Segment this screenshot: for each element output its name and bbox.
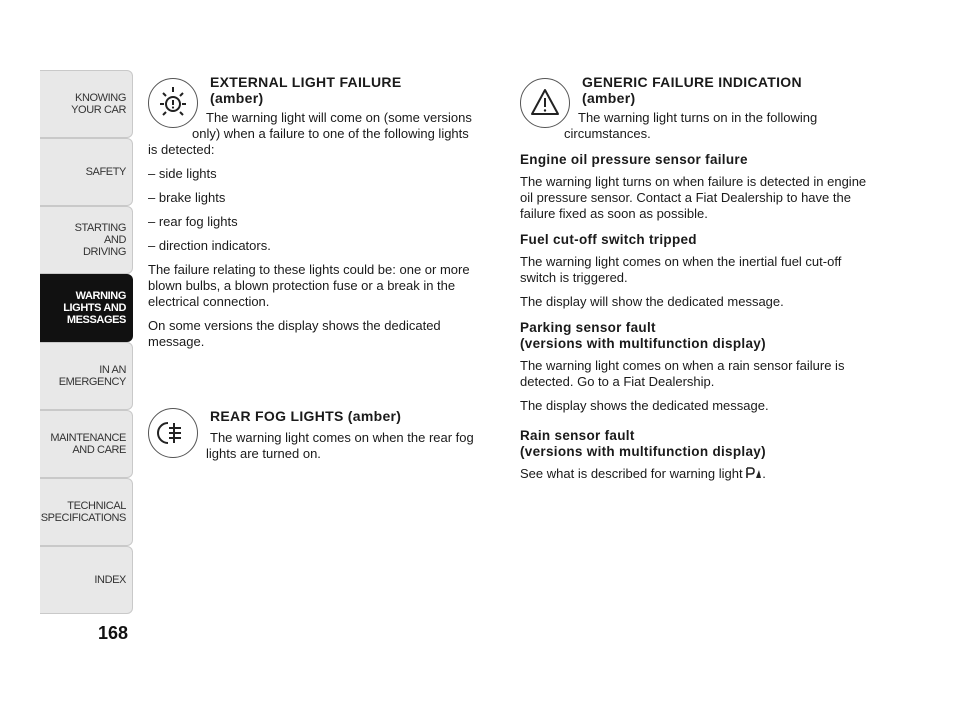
external-light-failure-title: EXTERNAL LIGHT FAILURE — [210, 74, 402, 90]
section-paragraph: The display shows the dedicated message. — [520, 398, 769, 413]
generic-intro: circumstances. — [564, 126, 651, 141]
generic-failure-title: GENERIC FAILURE INDICATION — [582, 74, 802, 90]
generic-intro: The warning light turns on in the following — [578, 110, 818, 125]
rain-sensor-section — [520, 428, 875, 482]
external-light-failure-subtitle: (amber) — [210, 90, 264, 106]
rear-fog-description: lights are turned on. — [206, 446, 321, 461]
tab-knowing-your-car[interactable]: KNOWING YOUR CAR — [40, 70, 133, 138]
fuel-cutoff-section — [520, 232, 875, 310]
period: . — [762, 466, 766, 481]
failure-description: The failure relating to these lights could be: one or more blown bulbs, a blown protection fuse or a break in the electrical connection. — [148, 262, 470, 309]
intro-line: is detected: — [148, 142, 215, 157]
list-item: – direction indicators. — [148, 238, 271, 253]
parking-sensor-section — [520, 320, 875, 414]
generic-failure-section — [520, 70, 875, 142]
rear-fog-light-icon — [148, 408, 198, 458]
tab-maintenance-and-care[interactable]: MAINTENANCE AND CARE — [40, 410, 133, 478]
rain-sensor-text: See what is described for warning light — [520, 466, 743, 481]
tab-safety[interactable]: SAFETY — [40, 138, 133, 206]
section-title: Rain sensor fault (versions with multifunction display) — [520, 428, 766, 459]
chapter-tabs — [40, 70, 133, 614]
rear-fog-lights-section — [148, 404, 493, 462]
tab-index[interactable]: INDEX — [40, 546, 133, 614]
engine-oil-section — [520, 152, 875, 222]
section-paragraph: The warning light comes on when the inertial fuel cut-off switch is triggered. — [520, 254, 842, 285]
page-number: 168 — [98, 623, 129, 643]
tab-in-an-emergency[interactable]: IN AN EMERGENCY — [40, 342, 133, 410]
rear-fog-description: The warning light comes on when the rear fog — [210, 430, 474, 445]
external-light-failure-icon — [148, 78, 198, 128]
intro-line: The warning light will come on (some versions — [206, 110, 472, 125]
warning-triangle-icon — [520, 78, 570, 128]
intro-line: only) when a failure to one of the following lights — [192, 126, 469, 141]
tab-starting-and-driving[interactable]: STARTING AND DRIVING — [40, 206, 133, 274]
section-paragraph: The display will show the dedicated message. — [520, 294, 784, 309]
list-item: – side lights — [148, 166, 217, 181]
display-note: On some versions the display shows the dedicated message. — [148, 318, 441, 349]
section-paragraph: The warning light comes on when a rain sensor failure is detected. Go to a Fiat Dealership. — [520, 358, 845, 389]
external-light-failure-section — [148, 70, 493, 350]
section-title: Engine oil pressure sensor failure — [520, 152, 748, 167]
tab-technical-specifications[interactable]: TECHNICAL SPECIFICATIONS — [40, 478, 133, 546]
generic-failure-subtitle: (amber) — [582, 90, 636, 106]
right-column — [520, 70, 875, 482]
section-title: Fuel cut-off switch tripped — [520, 232, 697, 247]
list-item: – rear fog lights — [148, 214, 238, 229]
section-paragraph: The warning light turns on when failure is detected in engine oil pressure sensor. Contact a Fiat Dealership to have the failure fixed as soon as possible. — [520, 174, 867, 221]
section-paragraph — [520, 466, 875, 482]
list-item: – brake lights — [148, 190, 226, 205]
rear-fog-lights-title: REAR FOG LIGHTS (amber) — [210, 408, 402, 424]
parking-sensor-icon — [746, 467, 762, 479]
tab-warning-lights-and-messages[interactable]: WARNING LIGHTS AND MESSAGES — [40, 274, 133, 342]
section-title: Parking sensor fault (versions with multifunction display) — [520, 320, 766, 351]
left-column — [148, 70, 493, 461]
